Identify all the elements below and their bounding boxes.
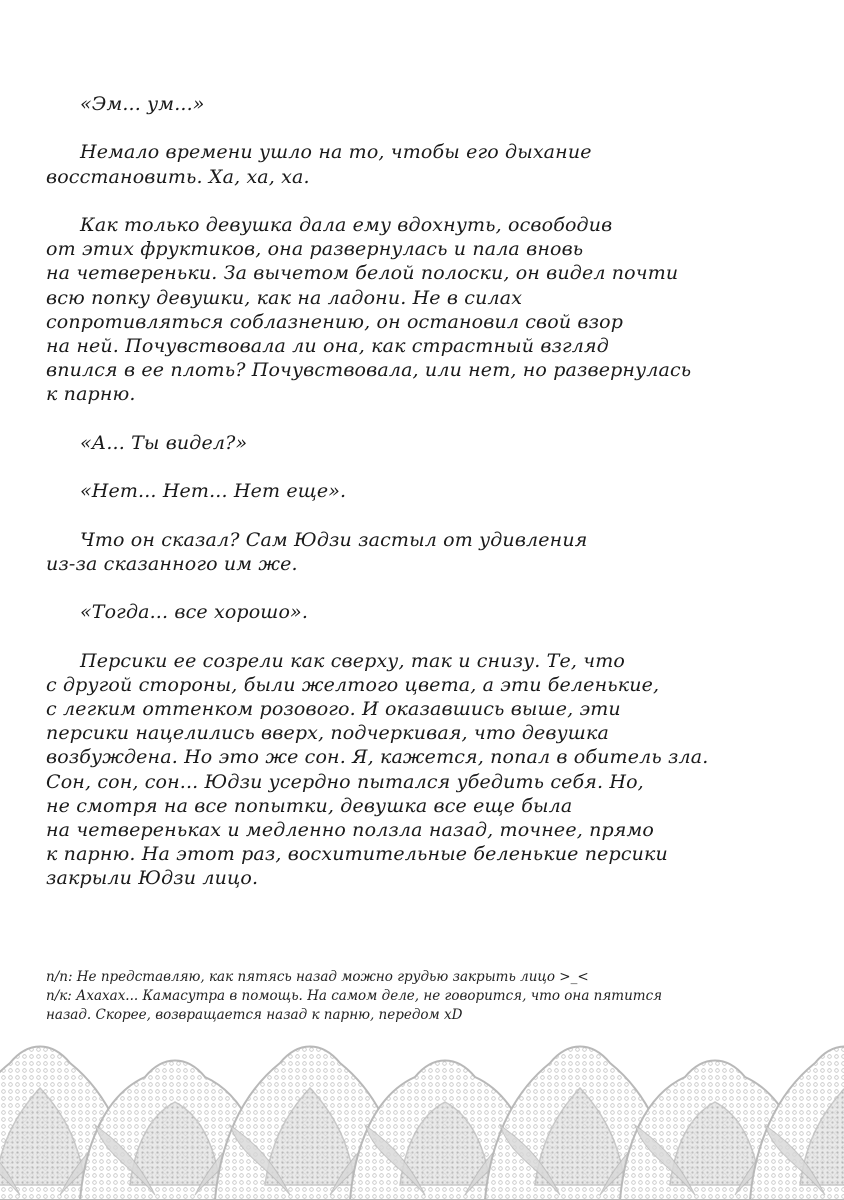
- paragraph: Как только девушка дала ему вдохнуть, освободив от этих фруктиков, она развернулась и пала вновь на четвереньки. За вычетом белой полоски, он видел почти всю попку девушки, как на ладони. Не в силах сопротивляться соблазнению, он остановил свой взор на ней. Почувствовала ли она, как страстный взгляд впился в ее плоть? Почувствовала, или нет, но развернулась к парню.: [46, 213, 692, 406]
- paragraph: Персики ее созрели как сверху, так и снизу. Те, что с другой стороны, были желтого цвета, а эти беленькие, с легким оттенком розового. И оказавшись выше, эти персики нацелились вверх, подчеркивая, что девушка возбуждена. Но это же сон. Я, кажется, попал в обитель зла. Сон, сон, сон... Юдзи усердно пытался убедить себя. Но, не смотря на все попытки, девушка все еще была на четвереньках и медленно ползла назад, точнее, прямо к парню. На этот раз, восхитительные беленькие персики закрыли Юдзи лицо.: [46, 649, 709, 890]
- paragraph: Немало времени ушло на то, чтобы его дыхание восстановить. Ха, ха, ха.: [46, 141, 592, 188]
- paragraph: «А... Ты видел?»: [80, 431, 248, 454]
- translator-note: п/п: Не представляю, как пятясь назад можно грудью закрыть лицо >_<: [46, 969, 589, 985]
- paragraph: «Эм... ум...»: [80, 93, 205, 115]
- translator-notes: [46, 968, 806, 1025]
- paragraph: «Нет... Нет... Нет еще».: [80, 480, 347, 503]
- translator-note: п/к: Ахахах... Камасутра в помощь. На самом деле, не говорится, что она пятится назад. Скорее, возвращается назад к парню, передом xD: [46, 988, 663, 1023]
- lace-border-decoration: [0, 1025, 844, 1200]
- paragraph: Что он сказал? Сам Юдзи застыл от удивления из-за сказанного им же.: [46, 528, 588, 575]
- story-text: [46, 92, 806, 915]
- paragraph: «Тогда... все хорошо».: [80, 601, 309, 624]
